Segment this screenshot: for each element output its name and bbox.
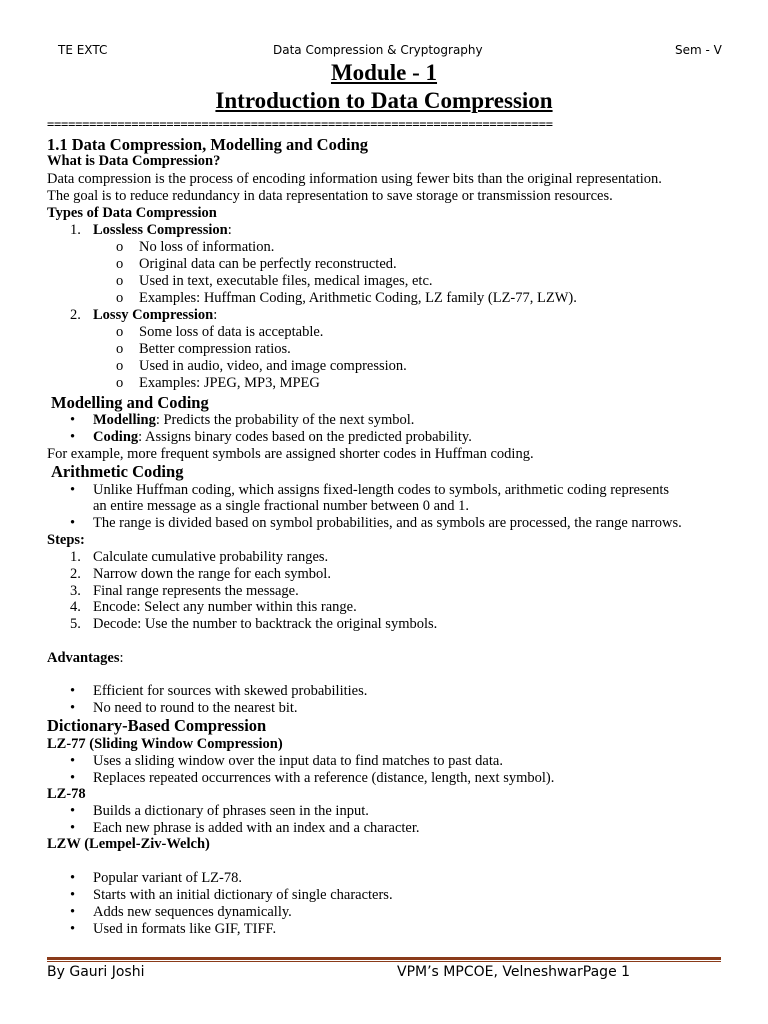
footer-rule-thick [47,957,721,960]
list-item: Decode: Use the number to backtrack the original symbols. [93,616,438,632]
heading-modelling-coding: Modelling and Coding [51,393,209,412]
bullet-icon: • [70,887,76,903]
circle-bullet-icon: o [116,375,124,391]
circle-bullet-icon: o [116,341,124,357]
list-number: 5. [70,616,81,632]
bullet-icon: • [70,921,76,937]
heading-arithmetic-coding: Arithmetic Coding [51,462,184,481]
subheading-lz78: LZ-78 [47,786,86,802]
bullet-icon: • [70,482,76,498]
bullet-icon: • [70,820,76,836]
subheading-what-is: What is Data Compression? [47,153,221,169]
bullet-icon: • [70,683,76,699]
paragraph: Data compression is the process of encoding information using fewer bits than the original representation. [47,171,662,187]
list-number: 1. [70,549,81,565]
list-number: 2. [70,307,81,323]
list-number: 3. [70,583,81,599]
list-item-continued: an entire message as a single fractional number between 0 and 1. [93,498,470,514]
list-number: 2. [70,566,81,582]
heading-dictionary-based: Dictionary-Based Compression [47,716,267,735]
section-heading: 1.1 Data Compression, Modelling and Coding [47,135,369,154]
bullet-icon: • [70,904,76,920]
list-item: Used in text, executable files, medical images, etc. [139,273,433,289]
list-item: Replaces repeated occurrences with a reference (distance, length, next symbol). [93,770,555,786]
list-item: Examples: JPEG, MP3, MPEG [139,375,320,391]
list-item: Final range represents the message. [93,583,299,599]
list-item: Examples: Huffman Coding, Arithmetic Coding, LZ family (LZ-77, LZW). [139,290,577,306]
bullet-icon: • [70,412,76,428]
module-title: Module - 1 [330,60,438,85]
list-item: No need to round to the nearest bit. [93,700,298,716]
list-item: Original data can be perfectly reconstructed. [139,256,397,272]
circle-bullet-icon: o [116,273,124,289]
bullet-icon: • [70,700,76,716]
list-item: Uses a sliding window over the input data to find matches to past data. [93,753,503,769]
bullet-icon: • [70,429,76,445]
circle-bullet-icon: o [116,256,124,272]
bullet-icon: • [70,770,76,786]
circle-bullet-icon: o [116,239,124,255]
paragraph: The goal is to reduce redundancy in data representation to save storage or transmission resources. [47,188,613,204]
list-item: Unlike Huffman coding, which assigns fixed-length codes to symbols, arithmetic coding represents [93,482,669,498]
list-number: 4. [70,599,81,615]
bullet-icon: • [70,753,76,769]
paragraph: For example, more frequent symbols are assigned shorter codes in Huffman coding. [47,446,534,462]
heading-steps: Steps: [47,532,85,548]
list-item: Efficient for sources with skewed probabilities. [93,683,368,699]
footer-author: By Gauri Joshi [47,964,145,980]
list-number: 1. [70,222,81,238]
list-item: Adds new sequences dynamically. [93,904,292,920]
list-item: Popular variant of LZ-78. [93,870,242,886]
list-item-modelling: Modelling: Predicts the probability of the next symbol. [93,412,415,428]
header-left: TE EXTC [58,43,108,57]
list-item: The range is divided based on symbol probabilities, and as symbols are processed, the range narrows. [93,515,682,531]
page-title: Introduction to Data Compression [215,88,553,113]
list-item: Each new phrase is added with an index and a character. [93,820,420,836]
bullet-icon: • [70,803,76,819]
list-item: Some loss of data is acceptable. [139,324,324,340]
header-right: Sem - V [675,43,722,57]
list-item-lossless: Lossless Compression: [93,222,232,238]
header-center: Data Compression & Cryptography [273,43,483,57]
list-item-coding: Coding: Assigns binary codes based on the predicted probability. [93,429,472,445]
list-item: Better compression ratios. [139,341,291,357]
list-item: Calculate cumulative probability ranges. [93,549,329,565]
list-item: Used in audio, video, and image compression. [139,358,407,374]
heading-advantages: Advantages: [47,650,124,666]
circle-bullet-icon: o [116,324,124,340]
list-item: Starts with an initial dictionary of single characters. [93,887,393,903]
list-item: Encode: Select any number within this range. [93,599,357,615]
footer-college-page: VPM’s MPCOE, VelneshwarPage 1 [397,964,631,980]
list-item-lossy: Lossy Compression: [93,307,218,323]
subheading-lzw: LZW (Lempel-Ziv-Welch) [47,836,210,852]
bullet-icon: • [70,515,76,531]
list-item: No loss of information. [139,239,275,255]
list-item: Builds a dictionary of phrases seen in the input. [93,803,369,819]
footer-rule-thin [47,961,721,962]
subheading-lz77: LZ-77 (Sliding Window Compression) [47,736,283,752]
bullet-icon: • [70,870,76,886]
list-item: Narrow down the range for each symbol. [93,566,331,582]
subheading-types: Types of Data Compression [47,205,217,221]
circle-bullet-icon: o [116,290,124,306]
circle-bullet-icon: o [116,358,124,374]
list-item: Used in formats like GIF, TIFF. [93,921,277,937]
separator-line: ======================================================================== [47,117,553,131]
